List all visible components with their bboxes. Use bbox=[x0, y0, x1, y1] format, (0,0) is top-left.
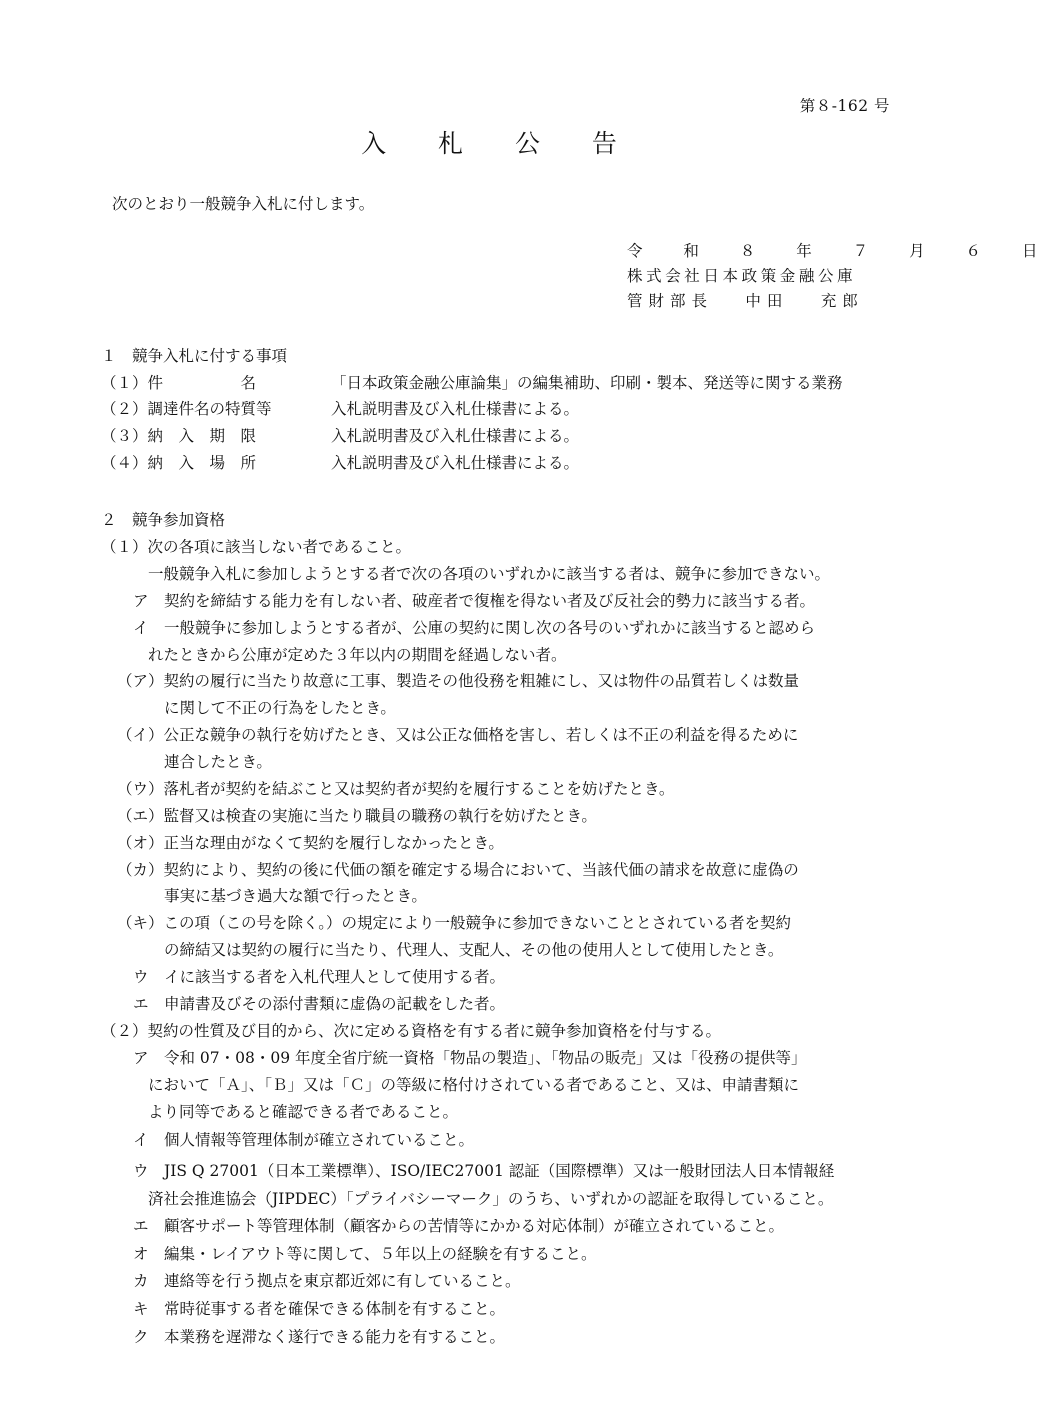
section-1-item-value: 入札説明書及び入札仕様書による。 bbox=[331, 454, 580, 472]
clause-line: （オ）正当な理由がなくて契約を履行しなかったとき。 bbox=[117, 834, 504, 852]
clause-line: （エ）監督又は検査の実施に当たり職員の職務の執行を妨げたとき。 bbox=[117, 807, 597, 825]
clause-line: （ウ）落札者が契約を結ぶこと又は契約者が契約を履行することを妨げたとき。 bbox=[117, 780, 675, 798]
clause-line: （キ）この項（この号を除く。）の規定により一般競争に参加できないこととされている者を契約 bbox=[117, 914, 791, 932]
document-number: 第８-162 号 bbox=[799, 97, 890, 115]
issuer-official: 管財部長 中田 充郎 bbox=[627, 292, 864, 310]
section-1-item-label: （１）件 名 bbox=[101, 374, 257, 392]
clause-line: より同等であると確認できる者であること。 bbox=[148, 1103, 459, 1121]
clause-line: カ 連絡等を行う拠点を東京都近郊に有していること。 bbox=[133, 1272, 521, 1290]
clause-line: 連合したとき。 bbox=[164, 753, 272, 771]
clause-line: ア 令和 07・08・09 年度全省庁統一資格「物品の製造」、「物品の販売」又は「役務の提供等」 bbox=[133, 1049, 807, 1067]
clause-line: オ 編集・レイアウト等に関して、５年以上の経験を有すること。 bbox=[133, 1245, 597, 1263]
issuer-organization: 株式会社日本政策金融公庫 bbox=[627, 267, 857, 285]
clause-line: （カ）契約により、契約の後に代価の額を確定する場合において、当該代価の請求を故意に虚偽の bbox=[117, 861, 799, 879]
section-1-heading: １ 競争入札に付する事項 bbox=[101, 347, 288, 365]
section-1-item-value: 入札説明書及び入札仕様書による。 bbox=[331, 427, 580, 445]
clause-line: ク 本業務を遅滞なく遂行できる能力を有すること。 bbox=[133, 1328, 506, 1346]
section-1-item-label: （３）納 入 期 限 bbox=[101, 427, 257, 445]
clause-line: 事実に基づき過大な額で行ったとき。 bbox=[164, 887, 427, 905]
clause-line: 済社会推進協会（JIPDEC）「プライバシーマーク」のうち、いずれかの認証を取得していること。 bbox=[148, 1190, 834, 1208]
clause-line: ウ イに該当する者を入札代理人として使用する者。 bbox=[133, 968, 506, 986]
section-1-item-value: 「日本政策金融公庫論集」の編集補助、印刷・製本、発送等に関する業務 bbox=[331, 374, 843, 392]
section-1-item-label: （４）納 入 場 所 bbox=[101, 454, 257, 472]
clause-line: れたときから公庫が定めた３年以内の期間を経過しない者。 bbox=[148, 646, 567, 664]
clause-line: エ 顧客サポート等管理体制（顧客からの苦情等にかかる対応体制）が確立されていること。 bbox=[133, 1217, 785, 1235]
section-1-item-label: （２）調達件名の特質等 bbox=[101, 400, 272, 418]
intro-text: 次のとおり一般競争入札に付します。 bbox=[112, 195, 375, 213]
clause-line: に関して不正の行為をしたとき。 bbox=[164, 699, 396, 717]
clause-line: 一般競争入札に参加しようとする者で次の各項のいずれかに該当する者は、競争に参加できない。 bbox=[148, 565, 831, 583]
clause-line: イ 一般競争に参加しようとする者が、公庫の契約に関し次の各号のいずれかに該当すると認めら bbox=[133, 619, 816, 637]
clause-line: （ア）契約の履行に当たり故意に工事、製造その他役務を粗雑にし、又は物件の品質若しくは数量 bbox=[117, 672, 800, 690]
clause-line: ア 契約を締結する能力を有しない者、破産者で復権を得ない者及び反社会的勢力に該当する者。 bbox=[133, 592, 816, 610]
issue-date: 令 和 ８ 年 ７ 月 ６ 日 bbox=[627, 242, 1056, 260]
section-2-heading: ２ 競争参加資格 bbox=[101, 511, 226, 529]
clause-line: （１）次の各項に該当しない者であること。 bbox=[101, 538, 412, 556]
clause-line: （イ）公正な競争の執行を妨げたとき、又は公正な価格を害し、若しくは不正の利益を得るために bbox=[117, 726, 799, 744]
page-title: 入 札 公 告 bbox=[361, 129, 639, 158]
clause-line: において「Ａ」、「Ｂ」又は「Ｃ」の等級に格付けされている者であること、又は、申請書類に bbox=[148, 1076, 800, 1094]
clause-line: の締結又は契約の履行に当たり、代理人、支配人、その他の使用人として使用したとき。 bbox=[164, 941, 784, 959]
clause-line: エ 申請書及びその添付書類に虚偽の記載をした者。 bbox=[133, 995, 506, 1013]
clause-line: キ 常時従事する者を確保できる体制を有すること。 bbox=[133, 1300, 506, 1318]
clause-line: ウ JIS Q 27001（日本工業標準）、ISO/IEC27001 認証（国際標準）又は一般財団法人日本情報経 bbox=[133, 1162, 835, 1180]
clause-line: （２）契約の性質及び目的から、次に定める資格を有する者に競争参加資格を付与する。 bbox=[101, 1022, 722, 1040]
clause-line: イ 個人情報等管理体制が確立されていること。 bbox=[133, 1131, 475, 1149]
section-1-item-value: 入札説明書及び入札仕様書による。 bbox=[331, 400, 580, 418]
